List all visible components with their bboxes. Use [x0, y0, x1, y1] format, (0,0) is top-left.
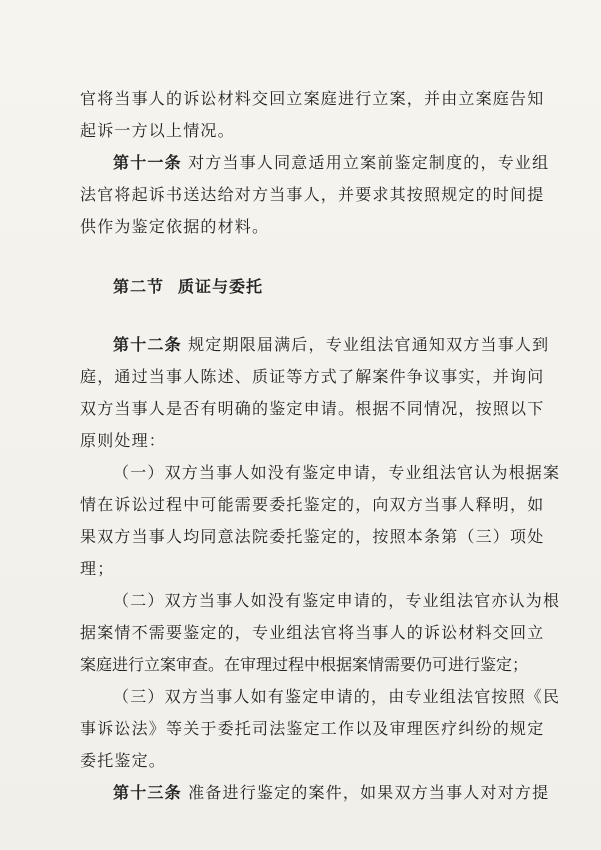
text-line: 供作为鉴定依据的材料。: [80, 217, 270, 236]
text-line: 委托鉴定。: [80, 751, 167, 770]
paragraph-line: [0, 526, 601, 548]
text-line: 起诉一方以上情况。: [80, 121, 235, 140]
text-line: 原则处理：: [80, 431, 167, 450]
article-13-line: [0, 782, 601, 804]
article-11-line: [0, 152, 601, 174]
paragraph-line: [0, 494, 601, 516]
list-item-2-line: [0, 590, 601, 612]
article-label: 第十三条: [113, 783, 182, 802]
section-heading: [0, 276, 601, 298]
list-item-1-line: [0, 462, 601, 484]
text-line: （一）双方当事人如没有鉴定申请，专业组法官认为根据案: [113, 463, 561, 482]
paragraph-line: [0, 88, 601, 110]
paragraph-line: [0, 216, 601, 238]
text-line: 法官将起诉书送达给对方当事人，并要求其按照规定的时间提: [80, 185, 545, 204]
text-line: 情在诉讼过程中可能需要委托鉴定的，向双方当事人释明，如: [80, 495, 545, 514]
text-line: 对方当事人同意适用立案前鉴定制度的，专业组: [181, 153, 550, 172]
text-line: 准备进行鉴定的案件，如果双方当事人对对方提: [181, 783, 550, 802]
paragraph-line: [0, 398, 601, 420]
text-line: 官将当事人的诉讼材料交回立案庭进行立案，并由立案庭告知: [80, 89, 545, 108]
article-12-line: [0, 334, 601, 356]
text-line: 理；: [80, 559, 115, 578]
paragraph-line: [0, 120, 601, 142]
section-number: 第二节: [113, 277, 165, 296]
paragraph-line: [0, 654, 601, 676]
text-line: 果双方当事人均同意法院委托鉴定的，按照本条第（三）项处: [80, 527, 545, 546]
text-line: （三）双方当事人如有鉴定申请的，由专业组法官按照《民: [113, 687, 561, 706]
paragraph-line: [0, 184, 601, 206]
paragraph-line: [0, 366, 601, 388]
list-item-3-line: [0, 686, 601, 708]
text-line: 事诉讼法》等关于委托司法鉴定工作以及审理医疗纠纷的规定: [80, 719, 545, 738]
text-line: 庭，通过当事人陈述、质证等方式了解案件争议事实，并询问: [80, 367, 545, 386]
paragraph-line: [0, 750, 601, 772]
text-line: （二）双方当事人如没有鉴定申请的，专业组法官亦认为根: [113, 591, 561, 610]
text-line: 规定期限届满后，专业组法官通知双方当事人到: [181, 335, 550, 354]
paragraph-line: [0, 718, 601, 740]
paragraph-line: [0, 558, 601, 580]
text-line: 据案情不需要鉴定的，专业组法官将当事人的诉讼材料交回立: [80, 623, 545, 642]
article-label: 第十一条: [113, 153, 182, 172]
section-title: 质证与委托: [178, 277, 264, 296]
text-line: 案庭进行立案审查。在审理过程中根据案情需要仍可进行鉴定；: [80, 655, 529, 674]
paragraph-line: [0, 430, 601, 452]
paragraph-line: [0, 622, 601, 644]
text-line: 双方当事人是否有明确的鉴定申请。根据不同情况，按照以下: [80, 399, 545, 418]
article-label: 第十二条: [113, 335, 182, 354]
